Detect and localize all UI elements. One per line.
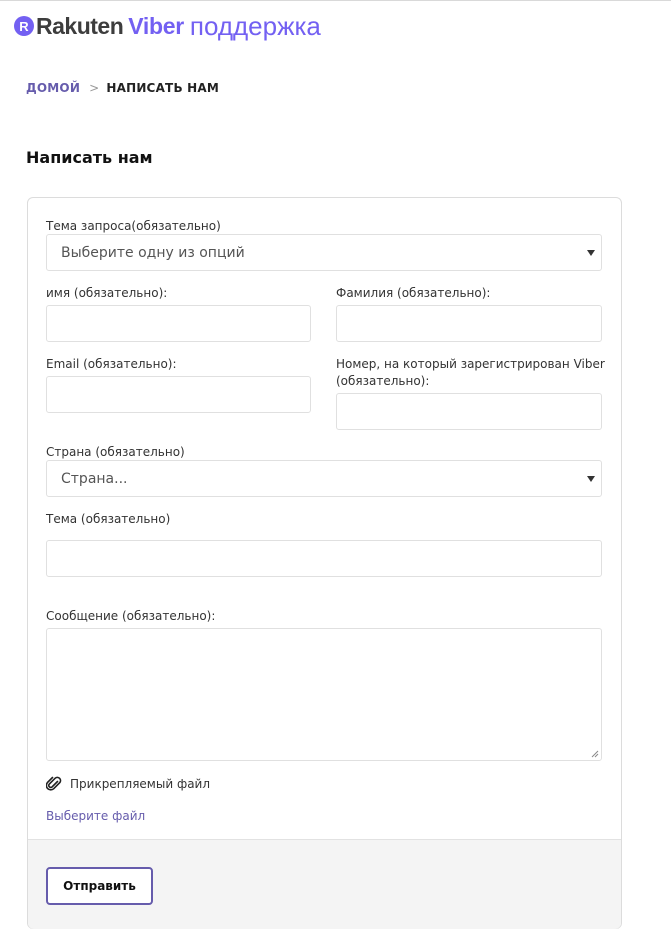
top-border	[0, 0, 671, 1]
last-name-input[interactable]	[336, 305, 602, 342]
email-input[interactable]	[46, 376, 311, 413]
paperclip-icon	[46, 775, 62, 793]
resize-handle-icon[interactable]	[591, 750, 599, 758]
phone-input[interactable]	[336, 393, 602, 430]
last-name-label: Фамилия (обязательно):	[336, 286, 491, 300]
breadcrumb	[26, 81, 219, 95]
breadcrumb-home-link[interactable]: ДОМОЙ	[26, 81, 81, 95]
contact-form	[27, 197, 622, 929]
attachment-row	[46, 775, 210, 793]
message-textarea[interactable]	[46, 628, 602, 761]
breadcrumb-separator: >	[89, 81, 100, 95]
message-label: Сообщение (обязательно):	[46, 609, 216, 623]
subject-label: Тема (обязательно)	[46, 512, 171, 526]
country-select-value: Страна...	[61, 470, 128, 487]
email-label: Email (обязательно):	[46, 357, 177, 371]
topic-select-value: Выберите одну из опций	[61, 244, 245, 261]
logo-support-text[interactable]: поддержка	[189, 10, 321, 41]
logo-viber-text[interactable]: Viber	[128, 12, 184, 39]
phone-label-line1: Номер, на который зарегистрирован Viber	[336, 357, 605, 371]
topic-label: Тема запроса(обязательно)	[46, 219, 221, 233]
topic-select[interactable]	[46, 234, 602, 271]
logo-rakuten-text[interactable]: Rakuten	[36, 12, 124, 39]
subject-input[interactable]	[46, 540, 602, 577]
chevron-down-icon	[587, 476, 595, 482]
site-header	[14, 8, 321, 44]
chevron-down-icon	[587, 250, 595, 256]
country-label: Страна (обязательно)	[46, 445, 185, 459]
submit-button[interactable]: Отправить	[46, 867, 153, 905]
choose-file-link[interactable]: Выберите файл	[46, 809, 146, 823]
first-name-input[interactable]	[46, 305, 311, 342]
page-title: Написать нам	[26, 148, 153, 167]
country-select[interactable]	[46, 460, 602, 497]
form-footer	[28, 839, 621, 929]
attachment-label: Прикрепляемый файл	[70, 777, 211, 791]
first-name-label: имя (обязательно):	[46, 286, 168, 300]
breadcrumb-current: НАПИСАТЬ НАМ	[106, 81, 220, 95]
phone-label-line2: (обязательно):	[336, 374, 430, 388]
rakuten-logo-icon[interactable]: R	[14, 16, 34, 36]
